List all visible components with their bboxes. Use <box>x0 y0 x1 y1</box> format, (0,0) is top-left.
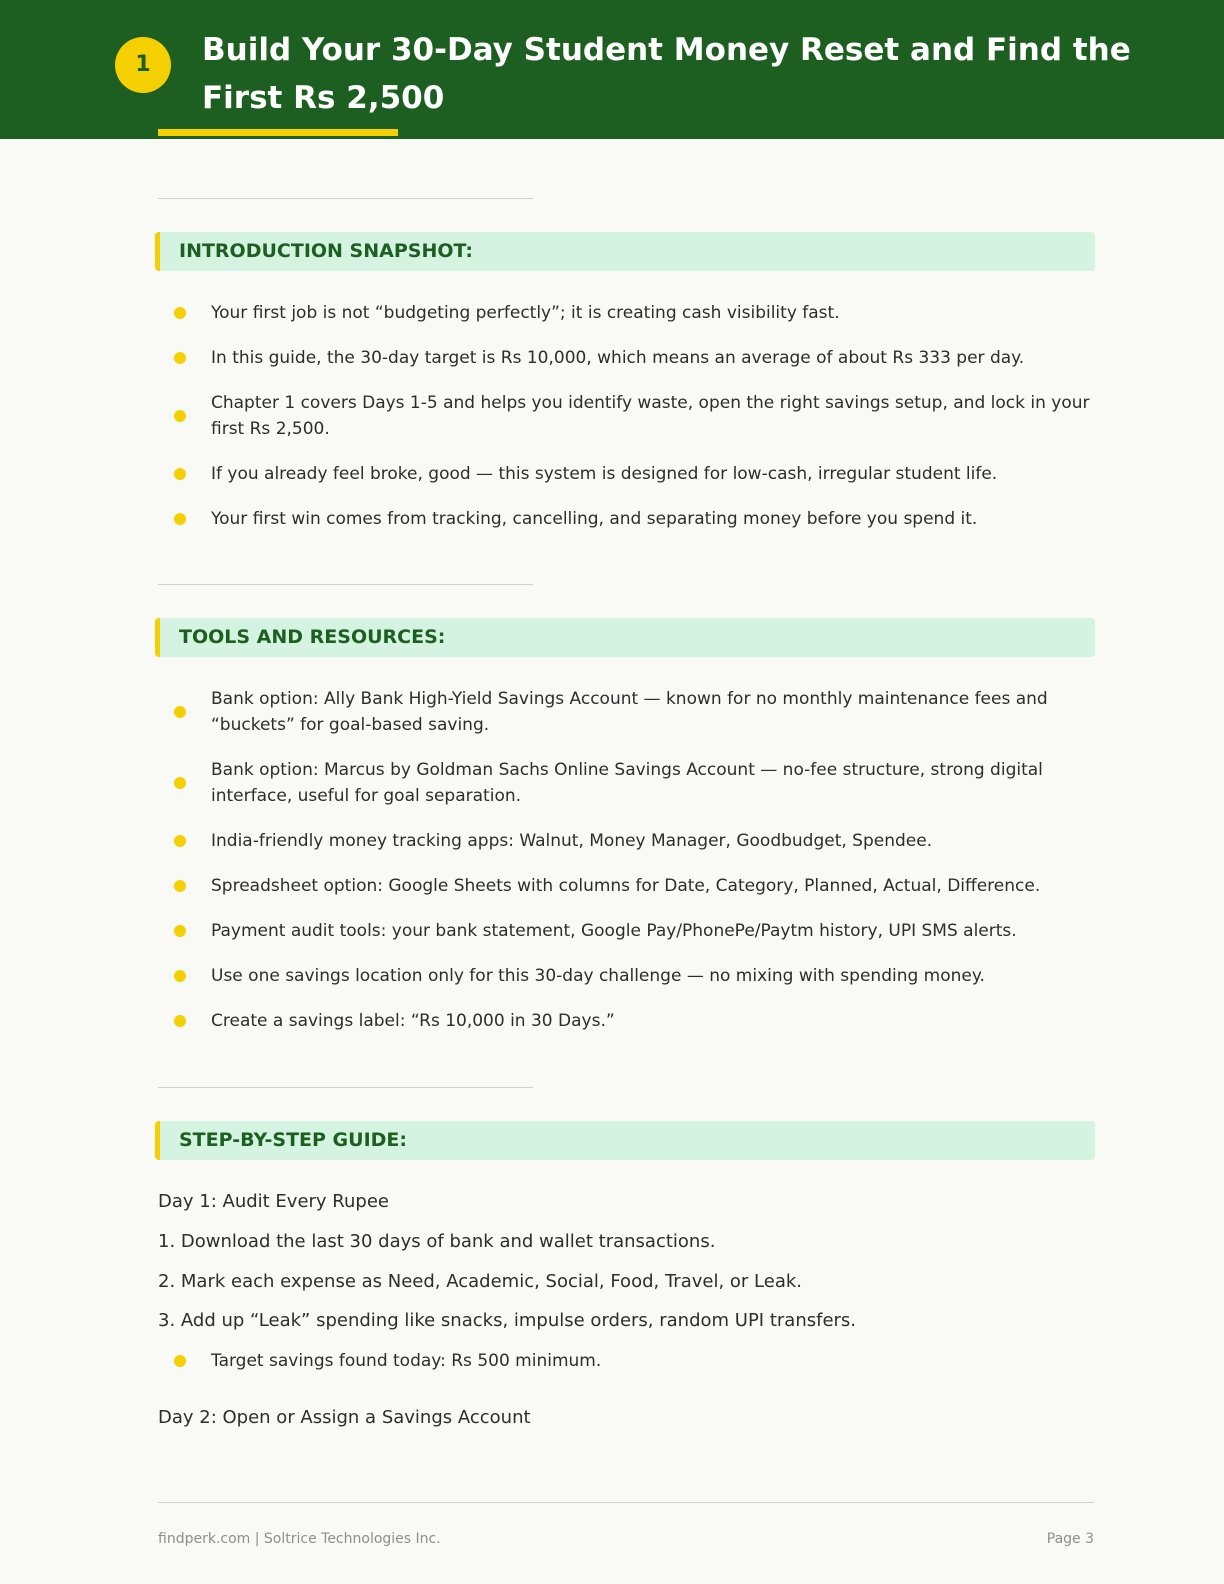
day-1-step-2: 2. Mark each expense as Need, Academic, Social, Food, Travel, or Leak. <box>158 1271 803 1292</box>
day-2-title: Day 2: Open or Assign a Savings Account <box>158 1407 531 1428</box>
bullet-dot-icon <box>174 1355 186 1367</box>
list-item: Bank option: Marcus by Goldman Sachs Online Savings Account — no-fee structure, strong digital interface, useful for goal separation. <box>158 757 1098 809</box>
day-1-target-list <box>158 1348 1098 1393</box>
chapter-title: Build Your 30-Day Student Money Reset and Find the First Rs 2,500 <box>202 32 1131 116</box>
bullet-dot-icon <box>174 468 186 480</box>
bullet-dot-icon <box>174 777 186 789</box>
bullet-dot-icon <box>174 880 186 892</box>
title-underline-accent <box>158 129 398 136</box>
section-divider <box>158 584 533 585</box>
list-item: Your first win comes from tracking, cancelling, and separating money before you spend it. <box>158 506 1098 532</box>
list-item: Your first job is not “budgeting perfectly”; it is creating cash visibility fast. <box>158 300 1098 326</box>
bullet-dot-icon <box>174 925 186 937</box>
list-item: Chapter 1 covers Days 1-5 and helps you identify waste, open the right savings setup, and lock in your first Rs 2,500. <box>158 390 1098 442</box>
day-1-step-1: 1. Download the last 30 days of bank and wallet transactions. <box>158 1231 716 1252</box>
list-item: Bank option: Ally Bank High-Yield Savings Account — known for no monthly maintenance fees and “buckets” for goal-based saving. <box>158 686 1098 738</box>
bullet-dot-icon <box>174 352 186 364</box>
list-item: India-friendly money tracking apps: Walnut, Money Manager, Goodbudget, Spendee. <box>158 828 1098 854</box>
section-heading-introduction: INTRODUCTION SNAPSHOT: <box>155 232 1095 271</box>
list-item: Create a savings label: “Rs 10,000 in 30 Days.” <box>158 1008 1098 1034</box>
chapter-header <box>0 0 1224 139</box>
bullet-dot-icon <box>174 513 186 525</box>
footer-source: findperk.com | Soltrice Technologies Inc. <box>158 1531 441 1547</box>
bullet-dot-icon <box>174 835 186 847</box>
footer-divider <box>158 1502 1094 1503</box>
day-1-step-3: 3. Add up “Leak” spending like snacks, impulse orders, random UPI transfers. <box>158 1310 857 1331</box>
section-heading-tools: TOOLS AND RESOURCES: <box>155 618 1095 657</box>
tools-list <box>158 686 1098 1053</box>
introduction-list <box>158 300 1098 551</box>
section-heading-guide: STEP-BY-STEP GUIDE: <box>155 1121 1095 1160</box>
day-1-title: Day 1: Audit Every Rupee <box>158 1191 389 1212</box>
list-item: In this guide, the 30-day target is Rs 10,000, which means an average of about Rs 333 per day. <box>158 345 1098 371</box>
bullet-dot-icon <box>174 970 186 982</box>
list-item: Spreadsheet option: Google Sheets with columns for Date, Category, Planned, Actual, Difference. <box>158 873 1098 899</box>
list-item: If you already feel broke, good — this system is designed for low-cash, irregular student life. <box>158 461 1098 487</box>
page-number: Page 3 <box>1046 1531 1094 1547</box>
section-divider <box>158 1087 533 1088</box>
bullet-dot-icon <box>174 410 186 422</box>
chapter-number-badge: 1 <box>115 37 171 93</box>
section-divider <box>158 198 533 199</box>
list-item: Use one savings location only for this 30-day challenge — no mixing with spending money. <box>158 963 1098 989</box>
bullet-dot-icon <box>174 307 186 319</box>
bullet-dot-icon <box>174 1015 186 1027</box>
list-item: Target savings found today: Rs 500 minimum. <box>158 1348 1098 1374</box>
bullet-dot-icon <box>174 706 186 718</box>
list-item: Payment audit tools: your bank statement, Google Pay/PhonePe/Paytm history, UPI SMS alerts. <box>158 918 1098 944</box>
